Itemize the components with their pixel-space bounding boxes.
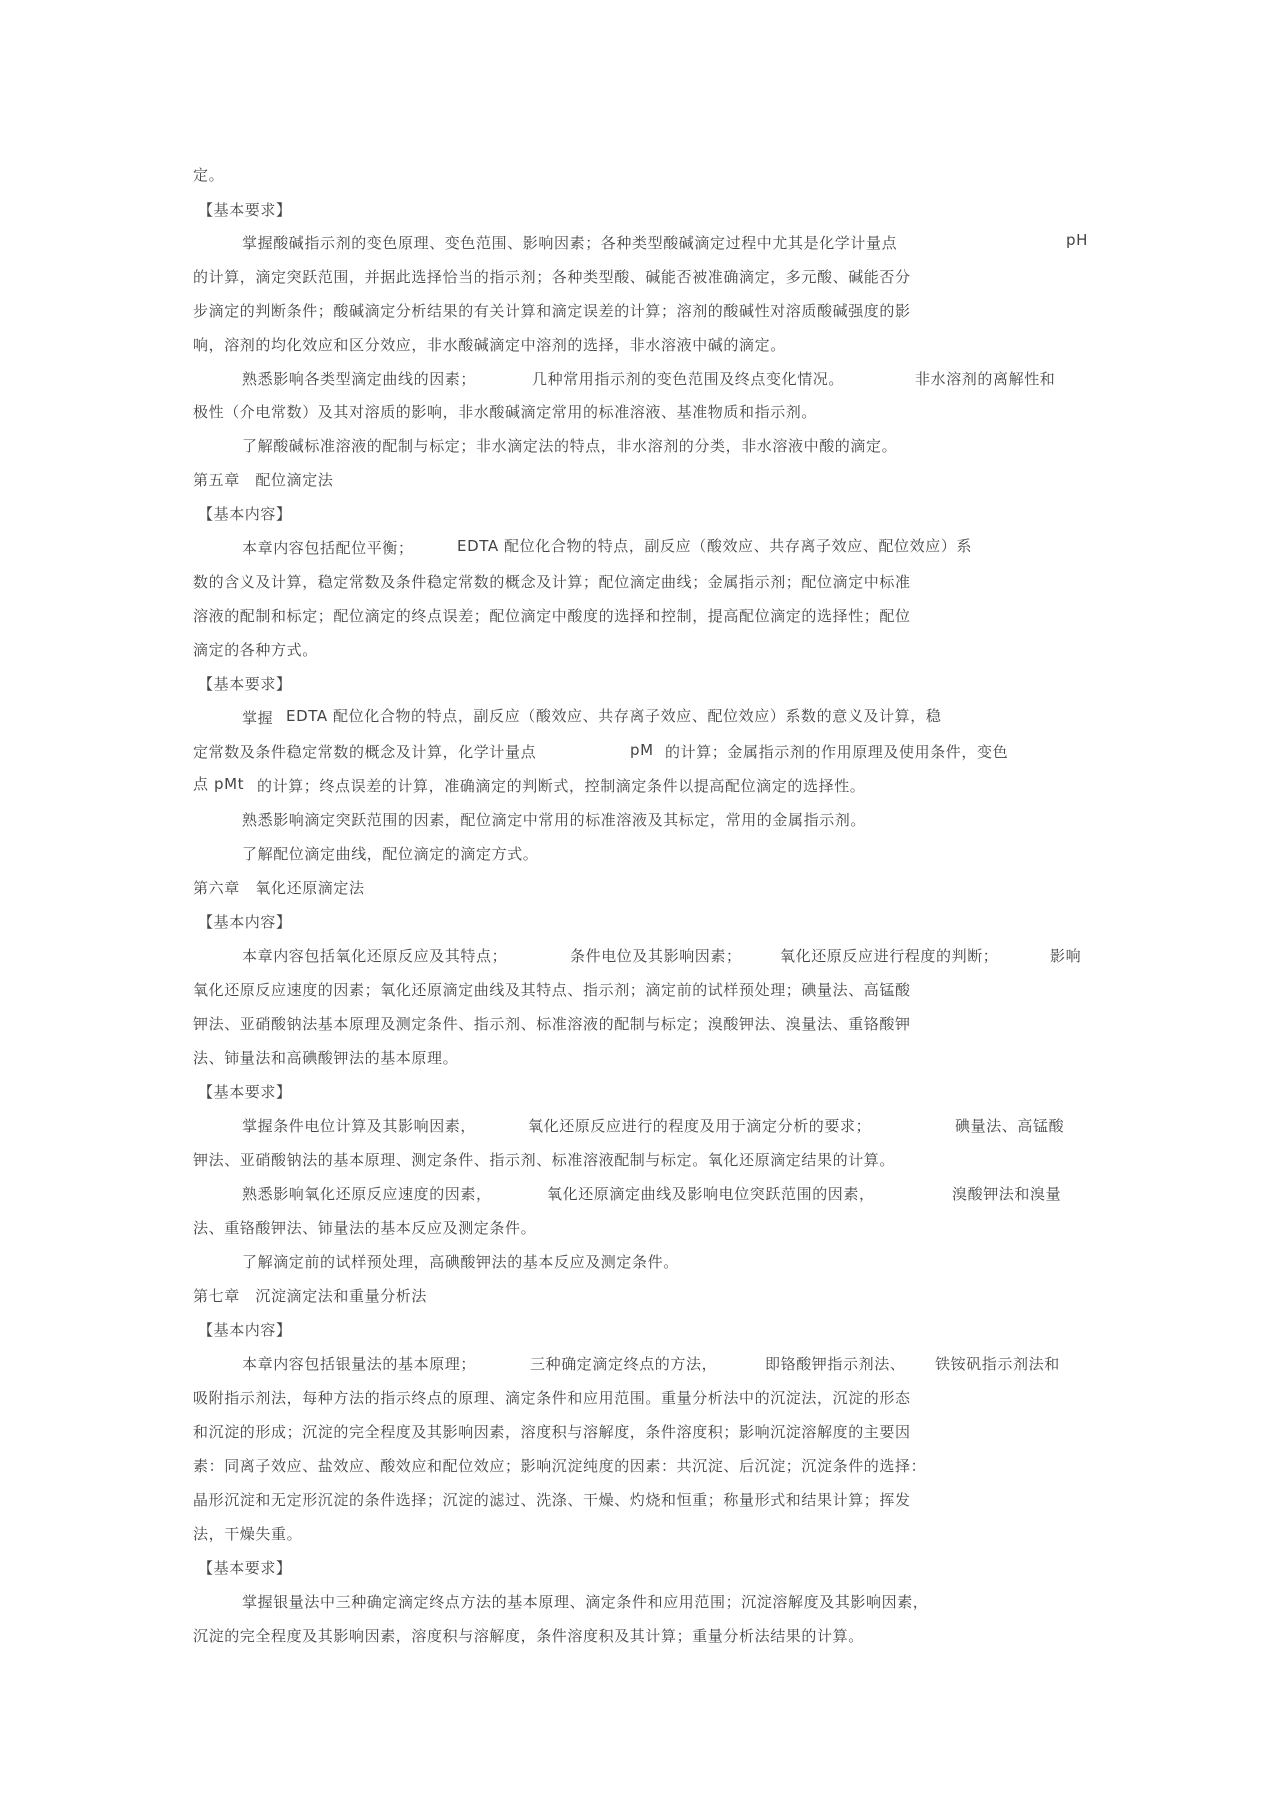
text-line: 和沉淀的形成；沉淀的完全程度及其影响因素，溶度积与溶解度，条件溶度积；影响沉淀溶解度的主要因 — [193, 1423, 911, 1441]
text-line: 条件电位及其影响因素； — [570, 947, 742, 965]
chapter-title: 第六章 氧化还原滴定法 — [193, 879, 365, 897]
text-line: EDTA 配位化合物的特点，副反应（酸效应、共存离子效应、配位效应）系 — [457, 537, 973, 555]
section-heading: 【基本内容】 — [198, 1321, 292, 1339]
text-line: 滴定的各种方式。 — [193, 641, 318, 659]
section-heading: 【基本要求】 — [198, 1559, 292, 1577]
text-line: 氧化还原反应进行的程度及用于滴定分析的要求； — [528, 1117, 872, 1135]
section-heading: 【基本内容】 — [198, 913, 292, 931]
section-heading: 【基本内容】 — [198, 505, 292, 523]
text-line: 掌握条件电位计算及其影响因素， — [242, 1117, 477, 1135]
text-line: pH — [1066, 231, 1089, 249]
text-line: 极性（介电常数）及其对溶质的影响，非水酸碱滴定常用的标准溶液、基准物质和指示剂。 — [193, 403, 818, 421]
text-line: 法、铈量法和高碘酸钾法的基本原理。 — [193, 1049, 459, 1067]
text-line: 熟悉影响氧化还原反应速度的因素， — [242, 1185, 492, 1203]
text-line: 本章内容包括氧化还原反应及其特点； — [242, 947, 508, 965]
text-line: 掌握酸碱指示剂的变色原理、变色范围、影响因素；各种类型酸碱滴定过程中尤其是化学计量点 — [242, 234, 898, 252]
text-line: 了解酸碱标准溶液的配制与标定；非水滴定法的特点，非水溶剂的分类，非水溶液中酸的滴定。 — [242, 437, 898, 455]
text-line: 了解配位滴定曲线，配位滴定的滴定方式。 — [242, 845, 539, 863]
text-line: 吸附指示剂法，每种方法的指示终点的原理、滴定条件和应用范围。重量分析法中的沉淀法，沉淀的形态 — [193, 1389, 911, 1407]
text-line: 响，溶剂的均化效应和区分效应，非水酸碱滴定中溶剂的选择，非水溶液中碱的滴定。 — [193, 336, 786, 354]
text-line: 本章内容包括银量法的基本原理； — [242, 1355, 477, 1373]
text-line: 铁铵矾指示剂法和 — [935, 1355, 1060, 1373]
text-line: 熟悉影响各类型滴定曲线的因素； — [242, 370, 477, 388]
chapter-title: 第五章 配位滴定法 — [193, 471, 334, 489]
text-line: 氧化还原反应进行程度的判断； — [780, 947, 999, 965]
section-heading: 【基本要求】 — [198, 675, 292, 693]
text-line: 沉淀的完全程度及其影响因素，溶度积与溶解度，条件溶度积及其计算；重量分析法结果的计算。 — [193, 1627, 864, 1645]
text-line: 氧化还原滴定曲线及影响电位突跃范围的因素， — [547, 1185, 875, 1203]
text-line: 几种常用指示剂的变色范围及终点变化情况。 — [532, 370, 845, 388]
text-line: 本章内容包括配位平衡； — [242, 539, 414, 557]
text-line: 法，干燥失重。 — [193, 1525, 303, 1543]
chapter-title: 第七章 沉淀滴定法和重量分析法 — [193, 1287, 428, 1305]
section-heading: 【基本要求】 — [198, 1083, 292, 1101]
text-line: 钾法、亚硝酸钠法基本原理及测定条件、指示剂、标准溶液的配制与标定；溴酸钾法、溴量法、重铬酸钾 — [193, 1015, 911, 1033]
text-line: 定常数及条件稳定常数的概念及计算，化学计量点 — [193, 743, 537, 761]
text-line: 素：同离子效应、盐效应、酸效应和配位效应；影响沉淀纯度的因素：共沉淀、后沉淀；沉淀条件的选择： — [193, 1457, 927, 1475]
text-line: 定。 — [193, 166, 225, 184]
text-line: 的计算，滴定突跃范围，并据此选择恰当的指示剂；各种类型酸、碱能否被准确滴定，多元酸、碱能否分 — [193, 268, 911, 286]
text-line: 法、重铬酸钾法、铈量法的基本反应及测定条件。 — [193, 1219, 537, 1237]
text-line: 溶液的配制和标定；配位滴定的终点误差；配位滴定中酸度的选择和控制，提高配位滴定的选择性；配位 — [193, 607, 911, 625]
text-line: 碘量法、高锰酸 — [955, 1117, 1065, 1135]
text-line: 的计算；金属指示剂的作用原理及使用条件，变色 — [665, 743, 1009, 761]
section-heading: 【基本要求】 — [198, 201, 292, 219]
text-line: 晶形沉淀和无定形沉淀的条件选择；沉淀的滤过、洗涤、干燥、灼烧和恒重；称量形式和结果计算；挥发 — [193, 1491, 911, 1509]
text-line: 影响 — [1050, 947, 1082, 965]
text-line: 即铬酸钾指示剂法、 — [765, 1355, 906, 1373]
text-line: EDTA 配位化合物的特点，副反应（酸效应、共存离子效应、配位效应）系数的意义及计算，稳 — [286, 707, 942, 725]
text-line: 氧化还原反应速度的因素；氧化还原滴定曲线及其特点、指示剂；滴定前的试样预处理；碘量法、高锰酸 — [193, 981, 911, 999]
text-line: pM — [630, 741, 654, 759]
text-line: 点 pMt — [193, 775, 245, 793]
text-line: 三种确定滴定终点的方法， — [530, 1355, 718, 1373]
text-line: 了解滴定前的试样预处理，高碘酸钾法的基本反应及测定条件。 — [242, 1253, 679, 1271]
text-line: 步滴定的判断条件；酸碱滴定分析结果的有关计算和滴定误差的计算；溶剂的酸碱性对溶质酸碱强度的影 — [193, 302, 911, 320]
text-line: 掌握 — [242, 709, 274, 727]
text-line: 数的含义及计算，稳定常数及条件稳定常数的概念及计算；配位滴定曲线；金属指示剂；配位滴定中标准 — [193, 573, 911, 591]
text-line: 的计算；终点误差的计算，准确滴定的判断式，控制滴定条件以提高配位滴定的选择性。 — [257, 777, 866, 795]
text-line: 非水溶剂的离解性和 — [915, 370, 1056, 388]
text-line: 掌握银量法中三种确定滴定终点方法的基本原理、滴定条件和应用范围；沉淀溶解度及其影响因素， — [242, 1593, 929, 1611]
text-line: 钾法、亚硝酸钠法的基本原理、测定条件、指示剂、标准溶液配制与标定。氧化还原滴定结果的计算。 — [193, 1151, 896, 1169]
text-line: 溴酸钾法和溴量 — [952, 1185, 1062, 1203]
text-line: 熟悉影响滴定突跃范围的因素，配位滴定中常用的标准溶液及其标定，常用的金属指示剂。 — [242, 811, 867, 829]
